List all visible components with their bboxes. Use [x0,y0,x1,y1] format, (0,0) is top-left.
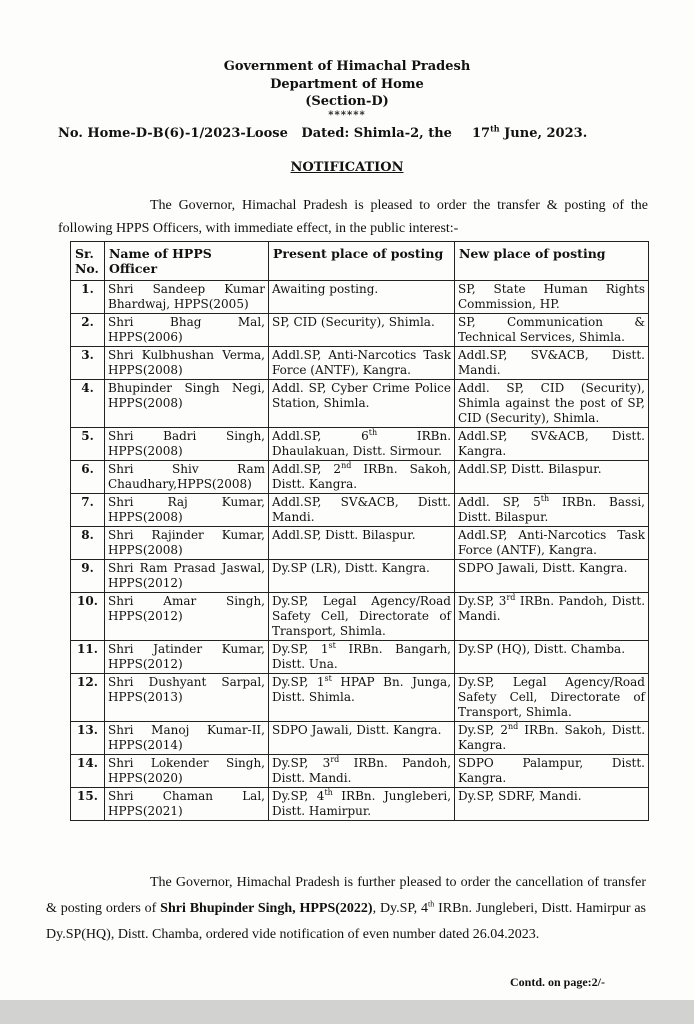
header-present-posting: Present place of posting [269,242,455,281]
officer-name-cell: Shri Ram Prasad Jaswal, HPPS(2012) [105,560,269,593]
officer-name-cell: Shri Bhag Mal, HPPS(2006) [105,314,269,347]
present-posting-cell: Addl.SP, SV&ACB, Distt. Mandi. [269,494,455,527]
officer-name-cell: Shri Shiv Ram Chaudhary,HPPS(2008) [105,461,269,494]
sr-no-cell: 13. [71,722,105,755]
notification-date: 17th June, 2023. [472,123,588,141]
present-posting-cell: Addl.SP, Distt. Bilaspur. [269,527,455,560]
notification-title: NOTIFICATION [290,160,404,175]
officer-name-cell: Shri Raj Kumar, HPPS(2008) [105,494,269,527]
table-row [71,722,649,755]
new-posting-cell: Dy.SP (HQ), Distt. Chamba. [455,641,649,674]
new-posting-cell: Addl.SP, Anti-Narcotics Task Force (ANTF), Kangra. [455,527,649,560]
present-posting-cell: Addl.SP, Anti-Narcotics Task Force (ANTF), Kangra. [269,347,455,380]
sr-no-cell: 14. [71,755,105,788]
present-posting-cell: Dy.SP, Legal Agency/Road Safety Cell, Directorate of Transport, Shimla. [269,593,455,641]
header-department: Department of Home [270,77,424,92]
dated-label: Dated: Shimla-2, the [301,126,452,141]
table-row [71,347,649,380]
present-posting-cell: Dy.SP, 3rd IRBn. Pandoh, Distt. Mandi. [269,755,455,788]
table-row [71,560,649,593]
sr-no-cell: 15. [71,788,105,821]
new-posting-cell: Dy.SP, 3rd IRBn. Pandoh, Distt. Mandi. [455,593,649,641]
page-bottom-edge [0,1000,694,1024]
present-posting-cell: Dy.SP, 4th IRBn. Jungleberi, Distt. Hamirpur. [269,788,455,821]
new-posting-cell: Dy.SP, SDRF, Mandi. [455,788,649,821]
sr-no-cell: 12. [71,674,105,722]
table-row [71,494,649,527]
sr-no-cell: 1. [71,281,105,314]
officer-name-cell: Shri Chaman Lal, HPPS(2021) [105,788,269,821]
reference-line [58,123,588,141]
table-row [71,461,649,494]
present-posting-cell: Dy.SP, 1st IRBn. Bangarh, Distt. Una. [269,641,455,674]
new-posting-cell: SP, Communication & Technical Services, Shimla. [455,314,649,347]
header-stars: ****** [328,110,366,121]
sr-no-cell: 3. [71,347,105,380]
table-row [71,380,649,428]
new-posting-cell: SDPO Jawali, Distt. Kangra. [455,560,649,593]
table-row [71,527,649,560]
officer-name-cell: Shri Amar Singh, HPPS(2012) [105,593,269,641]
sr-no-cell: 6. [71,461,105,494]
continuation-note: Contd. on page:2/- [510,975,606,989]
officer-name-cell: Shri Jatinder Kumar, HPPS(2012) [105,641,269,674]
sr-no-cell: 5. [71,428,105,461]
new-posting-cell: Dy.SP, 2nd IRBn. Sakoh, Distt. Kangra. [455,722,649,755]
sr-no-cell: 9. [71,560,105,593]
table-header-row [71,242,649,281]
sr-no-cell: 8. [71,527,105,560]
sr-no-cell: 4. [71,380,105,428]
reference-number: No. Home-D-B(6)-1/2023-Loose [58,126,288,141]
new-posting-cell: Dy.SP, Legal Agency/Road Safety Cell, Directorate of Transport, Shimla. [455,674,649,722]
sr-no-cell: 10. [71,593,105,641]
officer-name-cell: Shri Sandeep Kumar Bhardwaj, HPPS(2005) [105,281,269,314]
table-row [71,428,649,461]
header-government: Government of Himachal Pradesh [223,59,471,74]
officer-name-cell: Shri Manoj Kumar-II, HPPS(2014) [105,722,269,755]
transfer-table [70,241,649,821]
closing-paragraph: The Governor, Himachal Pradesh is further pleased to order the cancellation of transfer & posting orders of Shri Bhupinder Singh, HPPS(2022), Dy.SP, 4th IRBn. Jungleberi, Distt. Hamirpur as Dy.SP(HQ), Distt. Chamba, ordered vide notification of even number dated 26.04.2023. [46,875,646,942]
table-row [71,788,649,821]
sr-no-cell: 7. [71,494,105,527]
officer-name-cell: Bhupinder Singh Negi, HPPS(2008) [105,380,269,428]
header-new-posting: New place of posting [455,242,649,281]
officer-name-cell: Shri Lokender Singh, HPPS(2020) [105,755,269,788]
new-posting-cell: Addl.SP, SV&ACB, Distt. Kangra. [455,428,649,461]
officer-name-cell: Shri Dushyant Sarpal, HPPS(2013) [105,674,269,722]
new-posting-cell: SDPO Palampur, Distt. Kangra. [455,755,649,788]
present-posting-cell: Addl.SP, 6th IRBn. Dhaulakuan, Distt. Sirmour. [269,428,455,461]
table-row [71,674,649,722]
table-row [71,641,649,674]
table-row [71,755,649,788]
new-posting-cell: Addl.SP, SV&ACB, Distt. Mandi. [455,347,649,380]
sr-no-cell: 11. [71,641,105,674]
table-row [71,281,649,314]
cancelled-officer-name: Shri Bhupinder Singh, HPPS(2022) [160,901,373,916]
present-posting-cell: Dy.SP (LR), Distt. Kangra. [269,560,455,593]
new-posting-cell: SP, State Human Rights Commission, HP. [455,281,649,314]
new-posting-cell: Addl.SP, Distt. Bilaspur. [455,461,649,494]
new-posting-cell: Addl. SP, 5th IRBn. Bassi, Distt. Bilaspur. [455,494,649,527]
present-posting-cell: SP, CID (Security), Shimla. [269,314,455,347]
officer-name-cell: Shri Rajinder Kumar, HPPS(2008) [105,527,269,560]
present-posting-cell: Awaiting posting. [269,281,455,314]
present-posting-cell: Addl. SP, Cyber Crime Police Station, Shimla. [269,380,455,428]
present-posting-cell: Dy.SP, 1st HPAP Bn. Junga, Distt. Shimla. [269,674,455,722]
header-section: (Section-D) [305,94,389,109]
present-posting-cell: Addl.SP, 2nd IRBn. Sakoh, Distt. Kangra. [269,461,455,494]
header-sr-no: Sr. No. [71,242,105,281]
table-row [71,314,649,347]
new-posting-cell: Addl. SP, CID (Security), Shimla against the post of SP, CID (Security), Shimla. [455,380,649,428]
officer-name-cell: Shri Badri Singh, HPPS(2008) [105,428,269,461]
intro-paragraph: The Governor, Himachal Pradesh is pleased to order the transfer & posting of the following HPPS Officers, with immediate effect, in the public interest:- [58,198,648,236]
header-officer-name: Name of HPPS Officer [105,242,269,281]
present-posting-cell: SDPO Jawali, Distt. Kangra. [269,722,455,755]
table-row [71,593,649,641]
sr-no-cell: 2. [71,314,105,347]
officer-name-cell: Shri Kulbhushan Verma, HPPS(2008) [105,347,269,380]
